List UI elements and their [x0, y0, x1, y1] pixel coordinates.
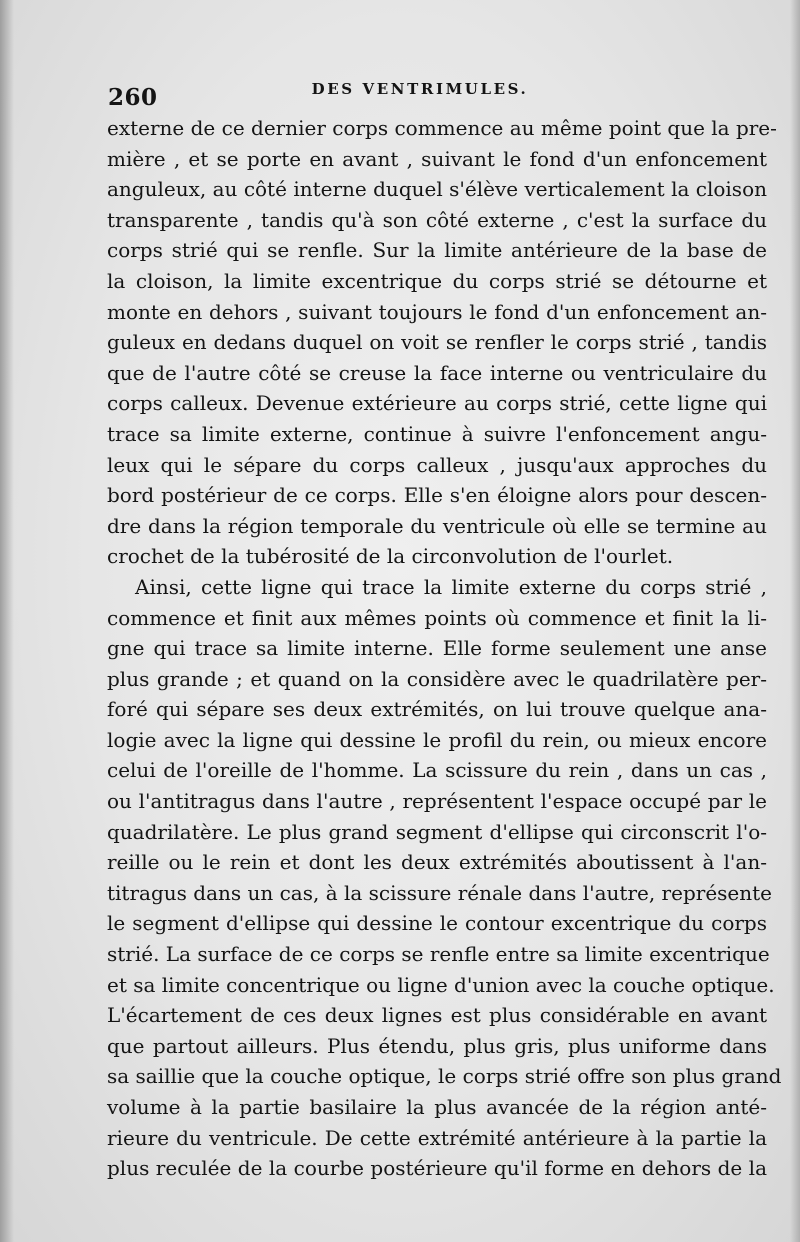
text-line: crochet de la tubérosité de la circonvolution de l'ourlet. [107, 544, 674, 569]
text-line: bord postérieur de ce corps. Elle s'en éloigne alors pour descen- [107, 483, 767, 508]
text-line: logie avec la ligne qui dessine le profil du rein, ou mieux encore [107, 727, 767, 752]
text-line: ou l'antitragus dans l'autre , représentent l'espace occupé par le [107, 789, 767, 814]
text-line: trace sa limite externe, continue à suivre l'enfoncement angu- [107, 421, 767, 446]
running-head: DES VENTRIMULES. [311, 80, 529, 98]
text-line: Ainsi, cette ligne qui trace la limite externe du corps strié , [135, 574, 767, 599]
text-line: corps strié qui se renfle. Sur la limite antérieure de la base de [107, 238, 767, 263]
text-line: gne qui trace sa limite interne. Elle forme seulement une anse [107, 636, 767, 661]
text-line: celui de l'oreille de l'homme. La scissure du rein , dans un cas , [107, 758, 767, 783]
text-line: le segment d'ellipse qui dessine le contour excentrique du corps [107, 911, 767, 936]
text-line: volume à la partie basilaire la plus avancée de la région anté- [107, 1095, 767, 1119]
text-line: strié. La surface de ce corps se renfle entre sa limite excentrique [107, 942, 770, 967]
page-number: 260 [108, 84, 158, 111]
text-line: externe de ce dernier corps commence au même point que la pre- [107, 116, 777, 140]
text-line: leux qui le sépare du corps calleux , jusqu'aux approches du [107, 452, 767, 477]
text-line: plus grande ; et quand on la considère avec le quadrilatère per- [107, 666, 767, 691]
text-line: titragus dans un cas, à la scissure rénale dans l'autre, représente [107, 880, 773, 905]
text-line: corps calleux. Devenue extérieure au corps strié, cette ligne qui [107, 391, 767, 416]
text-line: que partout ailleurs. Plus étendu, plus gris, plus uniforme dans [107, 1033, 767, 1058]
text-line: anguleux, au côté interne duquel s'élève verticalement la cloison [107, 177, 767, 202]
text-line: commence et finit aux mêmes points où commence et finit la li- [107, 605, 767, 630]
text-line: dre dans la région temporale du ventricule où elle se termine au [107, 513, 767, 538]
text-line: la cloison, la limite excentrique du corps strié se détourne et [107, 268, 767, 293]
body-text [107, 113, 782, 1184]
text-line: guleux en dedans duquel on voit se renfler le corps strié , tandis [107, 330, 767, 355]
text-line: sa saillie que la couche optique, le corps strié offre son plus grand [107, 1064, 782, 1089]
text-line: rieure du ventricule. De cette extrémité antérieure à la partie la [107, 1125, 767, 1150]
text-line: L'écartement de ces deux lignes est plus considérable en avant [107, 1003, 767, 1028]
text-line: transparente , tandis qu'à son côté externe , c'est la surface du [107, 207, 767, 232]
text-line: monte en dehors , suivant toujours le fond d'un enfoncement an- [107, 299, 767, 324]
text-line: que de l'autre côté se creuse la face interne ou ventriculaire du [107, 360, 767, 385]
text-line: reille ou le rein et dont les deux extrémités aboutissent à l'an- [107, 850, 767, 875]
text-line: et sa limite concentrique ou ligne d'union avec la couche optique. [107, 972, 775, 997]
text-line: mière , et se porte en avant , suivant le fond d'un enfoncement [107, 146, 767, 171]
text-line: quadrilatère. Le plus grand segment d'ellipse qui circonscrit l'o- [107, 819, 767, 844]
text-line: plus reculée de la courbe postérieure qu'il forme en dehors de la [107, 1156, 767, 1181]
text-line: foré qui sépare ses deux extrémités, on lui trouve quelque ana- [107, 697, 767, 722]
